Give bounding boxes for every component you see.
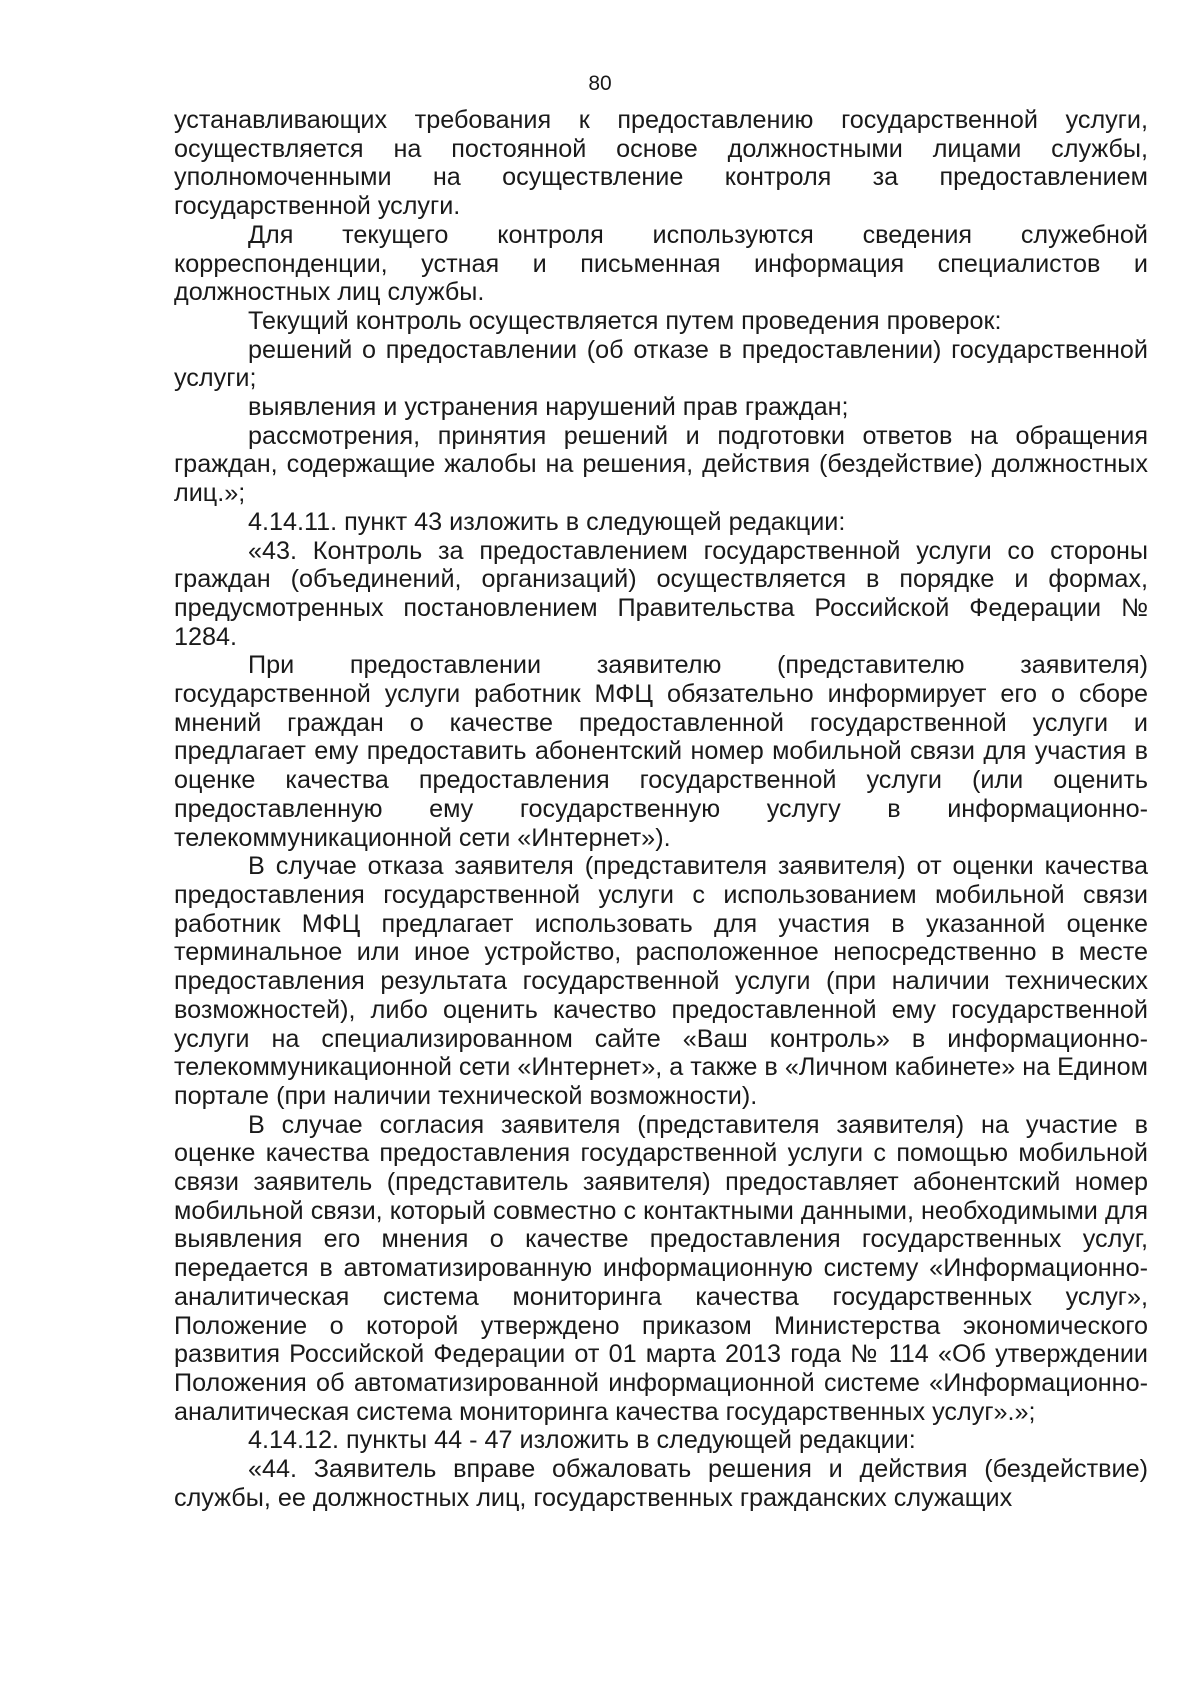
list-item-decisions: решений о предоставлении (об отказе в предоставлении) государственной услуги; [174, 335, 1148, 393]
paragraph-continuation: устанавливающих требования к предоставлению государственной услуги, осуществляется на постоянной основе должностными лицами службы, уполномоченными на осуществление контроля за предоставлением государственной услуги. [174, 106, 1148, 221]
document-body [174, 106, 1148, 1512]
paragraph-refusal-case: В случае отказа заявителя (представителя заявителя) от оценки качества предоставления государственной услуги с использованием мобильной связи работник МФЦ предлагает использовать для участия в указанной оценке терминальное или иное устройство, расположенное непосредственно в месте предоставления результата государственной услуги (при наличии технических возможностей), либо оценить качество предоставленной ему государственной услуги на специализированном сайте «Ваш контроль» в информационно-телекоммуникационной сети «Интернет», а также в «Личном кабинете» на Едином портале (при наличии технической возможности). [174, 852, 1148, 1110]
paragraph-clause-43: «43. Контроль за предоставлением государственной услуги со стороны граждан (объединений, организаций) осуществляется в порядке и формах, предусмотренных постановлением Правительства Российской Федерации № 1284. [174, 536, 1148, 651]
amendment-4-14-11: 4.14.11. пункт 43 изложить в следующей редакции: [248, 507, 846, 536]
paragraph-consent-case: В случае согласия заявителя (представителя заявителя) на участие в оценке качества предоставления государственной услуги с помощью мобильной связи заявитель (представитель заявителя) предоставляет абонентский номер мобильной связи, который совместно с контактными данными, необходимыми для выявления его мнения о качестве предоставления государственных услуг, передается в автоматизированную информационную систему «Информационно-аналитическая система мониторинга качества государственных услуг», Положение о которой утверждено приказом Министерства экономического развития Российской Федерации от 01 марта 2013 года № 114 «Об утверждении Положения об автоматизированной информационной системе «Информационно-аналитическая система мониторинга качества государственных услуг».»; [174, 1110, 1148, 1426]
paragraph-current-control-intro: Текущий контроль осуществляется путем проведения проверок: [248, 306, 1002, 335]
list-item-appeals: рассмотрения, принятия решений и подготовки ответов на обращения граждан, содержащие жалобы на решения, действия (бездействие) должностных лиц.»; [174, 421, 1148, 508]
paragraph-clause-44: «44. Заявитель вправе обжаловать решения и действия (бездействие) службы, ее должностных лиц, государственных гражданских служащих [174, 1455, 1148, 1512]
list-item-violations: выявления и устранения нарушений прав граждан; [248, 393, 849, 422]
paragraph-mfc-inform: При предоставлении заявителю (представителю заявителя) государственной услуги работник МФЦ обязательно информирует его о сборе мнений граждан о качестве предоставленной государственной услуги и предлагает ему предоставить абонентский номер мобильной связи для участия в оценке качества предоставления государственной услуги (или оценить предоставленную ему государственную услугу в информационно-телекоммуникационной сети «Интернет»). [174, 651, 1148, 852]
amendment-4-14-12: 4.14.12. пункты 44 - 47 изложить в следующей редакции: [248, 1426, 916, 1455]
paragraph-current-control-sources: Для текущего контроля используются сведения служебной корреспонденции, устная и письменная информация специалистов и должностных лиц службы. [174, 220, 1148, 307]
page-number: 80 [588, 72, 612, 95]
